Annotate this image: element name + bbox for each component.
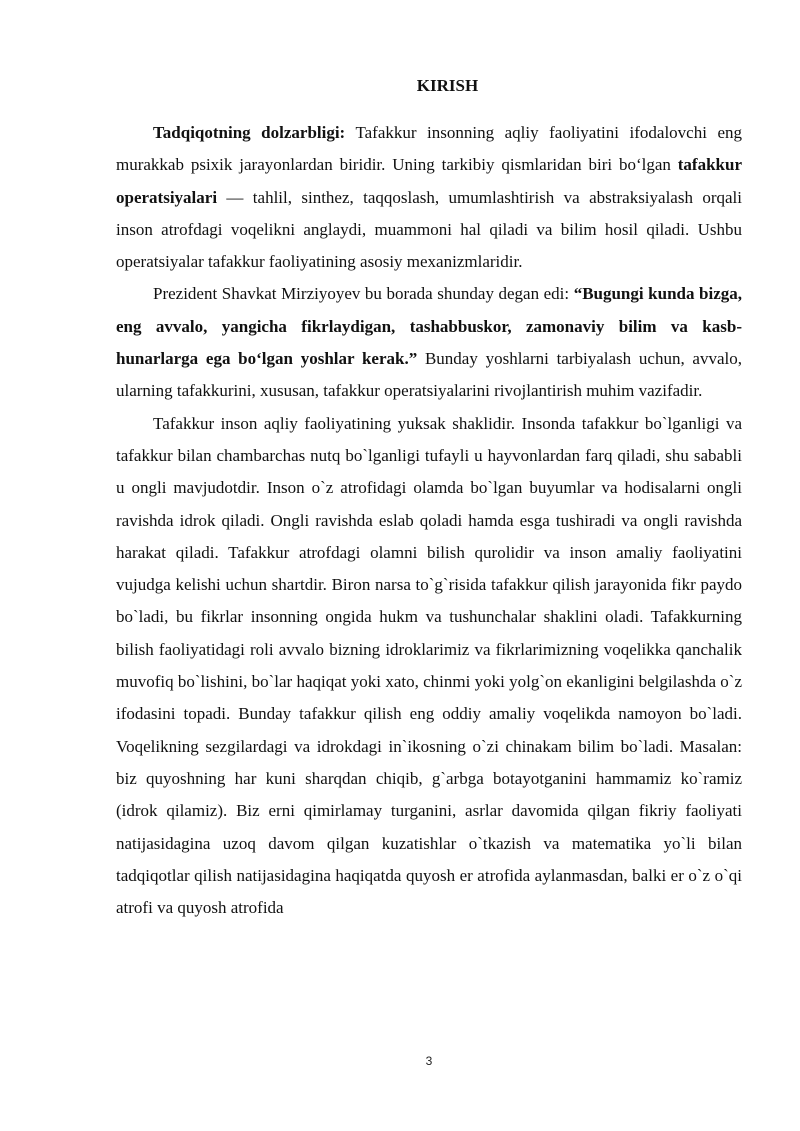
relevance-heading: Tadqiqotning dolzarbligi: <box>153 123 346 142</box>
paragraph-relevance: Tadqiqotning dolzarbligi: Tafakkur insonning aqliy faoliyatini ifodalovchi eng murakkab psixik jarayonlardan biridir. Uning tarkibiy qismlaridan biri bo‘lgan tafakkur operatsiyalari — tahlil, sinthez, taqqoslash, umumlashtirish va abstraksiyalash orqali inson atrofdagi voqelikni anglaydi, muammoni hal qiladi va bilim hosil qiladi. Ushbu operatsiyalar tafakkur faoliyatining asosiy mexanizmlaridir. <box>116 123 742 272</box>
president-quote: “Bugungi kunda bizga, eng avvalo, yangicha fikrlaydigan, tashabbuskor, zamonaviy bilim va kasb-hunarlarga ega bo‘lgan yoshlar kerak.” <box>116 284 743 369</box>
body-text <box>116 117 742 924</box>
page-number: 3 <box>425 1054 433 1068</box>
bold-term: tafakkur operatsiyalari <box>116 155 742 207</box>
page-title: KIRISH <box>416 76 479 95</box>
paragraph-thinking: Tafakkur inson aqliy faoliyatining yuksak shaklidir. Insonda tafakkur bo`lganligi va tafakkur bilan chambarchas nutq bo`lganligi tufayli u hayvonlardan farq qiladi, shu sababli u ongli mavjudotdir. Inson o`z atrofidagi olamda bo`lgan buyumlar va hodisalarni ongli ravishda idrok qiladi. Ongli ravishda eslab qoladi hamda esga tushiradi va ongli ravishda harakat qiladi. Tafakkur atrofdagi olamni bilish qurolidir va inson amaliy faoliyatini vujudga kelishi uchun shartdir. Biron narsa to`g`risida tafakkur qilish jarayonida fikr paydo bo`ladi, bu fikrlar insonning ongida hukm va tushunchalar shaklini oladi. Tafakkurning bilish faoliyatidagi roli avvalo bizning idroklarimiz va fikrlarimizning voqelikka qanchalik muvofiq bo`lishini, bo`lar haqiqat yoki xato, chinmi yoki yolg`on ekanligini belgilashda o`z ifodasini topadi. Bunday tafakkur qilish eng oddiy amaliy voqelikda namoyon bo`ladi. Voqelikning sezgilardagi va idrokdagi in`ikosning o`zi chinakam bilim bo`ladi. Masalan: biz quyoshning har kuni sharqdan chiqib, g`arbga botayotganini hammamiz ko`ramiz (idrok qilamiz). Biz erni qimirlamay turganini, asrlar davomida qilgan fikriy faoliyati natijasidagina uzoq davom qilgan kuzatishlar o`tkazish va matematika yo`li bilan tadqiqotlar qilish natijasidagina haqiqatda quyosh er atrofida aylanmasdan, balki er o`z o`qi atrofi va quyosh atrofida <box>116 413 742 918</box>
paragraph-president-quote: Prezident Shavkat Mirziyoyev bu borada shunday degan edi: “Bugungi kunda bizga, eng avvalo, yangicha fikrlaydigan, tashabbuskor, zamonaviy bilim va kasb-hunarlarga ega bo‘lgan yoshlar kerak.” Bunday yoshlarni tarbiyalash uchun, avvalo, ularning tafakkurini, xususan, tafakkur operatsiyalarini rivojlantirish muhim vazifadir. <box>116 284 743 401</box>
